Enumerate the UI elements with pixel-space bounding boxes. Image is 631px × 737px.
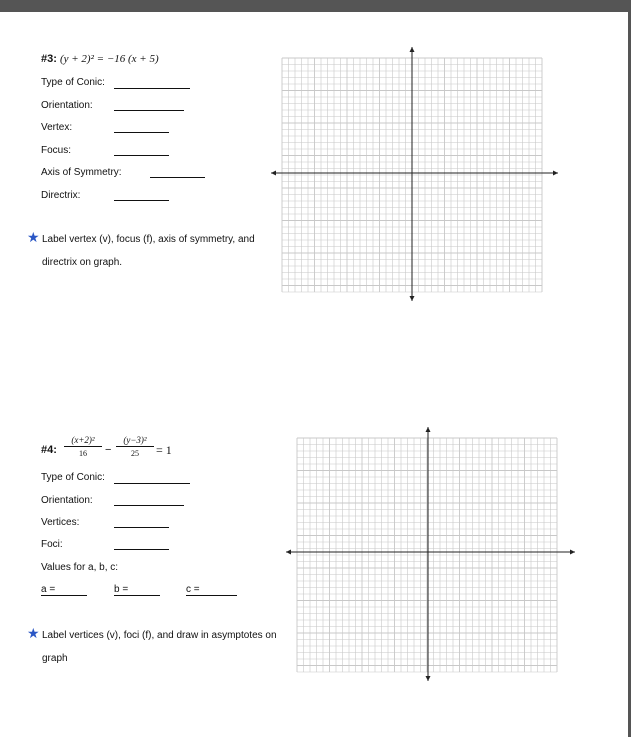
y-axis-bottom-arrow: [410, 296, 415, 301]
fraction-1-numerator: (x+2)²: [71, 435, 95, 445]
fraction-2-numerator: (y−3)²: [123, 435, 147, 445]
y-axis-top-arrow: [426, 427, 431, 432]
problem-4-fraction-1: [64, 435, 102, 458]
orientation-blank-4[interactable]: [114, 505, 184, 506]
problem-4-number: #4:: [41, 444, 57, 456]
orientation-label-4: Orientation:: [41, 495, 93, 506]
problem-4-fraction-2: [116, 435, 154, 458]
axis-of-symmetry-blank[interactable]: [150, 177, 205, 178]
x-axis-right-arrow: [553, 171, 558, 176]
a-label: a =: [41, 584, 56, 595]
star-icon: ★: [27, 229, 40, 245]
type-of-conic-label-4: Type of Conic:: [41, 472, 105, 483]
equals-one: = 1: [156, 443, 172, 457]
focus-label: Focus:: [41, 145, 72, 156]
directrix-blank[interactable]: [114, 200, 169, 201]
type-of-conic-blank-4[interactable]: [114, 483, 190, 484]
minus-sign: −: [105, 444, 112, 456]
values-label: Values for a, b, c:: [41, 562, 119, 573]
a-blank[interactable]: [41, 595, 87, 596]
orientation-blank[interactable]: [114, 110, 184, 111]
c-label: c =: [186, 584, 200, 595]
vertices-label: Vertices:: [41, 517, 80, 528]
problem-3-coordinate-grid[interactable]: [270, 46, 560, 302]
foci-blank[interactable]: [114, 549, 169, 550]
fraction-1-denominator: 16: [64, 446, 102, 458]
problem-3-number: #3:: [41, 53, 57, 65]
x-axis-left-arrow: [286, 550, 291, 555]
vertex-label: Vertex:: [41, 122, 73, 133]
c-blank[interactable]: [186, 595, 237, 596]
fraction-2-denominator: 25: [116, 446, 154, 458]
problem-3-instruction-line2: directrix on graph.: [42, 257, 123, 268]
axis-of-symmetry-label: Axis of Symmetry:: [41, 167, 122, 178]
star-icon: ★: [27, 625, 40, 641]
vertices-blank[interactable]: [114, 527, 169, 528]
foci-label: Foci:: [41, 539, 63, 550]
y-axis-top-arrow: [410, 47, 415, 52]
problem-3-header: [41, 53, 159, 65]
vertex-blank[interactable]: [114, 132, 169, 133]
b-label: b =: [114, 584, 129, 595]
type-of-conic-label: Type of Conic:: [41, 77, 105, 88]
problem-3-instruction-line1: Label vertex (v), focus (f), axis of symmetry, and: [42, 234, 255, 245]
worksheet-page: [0, 12, 628, 737]
focus-blank[interactable]: [114, 155, 169, 156]
problem-4-instruction-line1: Label vertices (v), foci (f), and draw in asymptotes on: [42, 630, 277, 641]
problem-4-coordinate-grid[interactable]: [285, 426, 577, 682]
b-blank[interactable]: [114, 595, 160, 596]
x-axis-left-arrow: [271, 171, 276, 176]
problem-3-equation: (y + 2)² = −16 (x + 5): [59, 53, 159, 65]
type-of-conic-blank[interactable]: [114, 88, 190, 89]
problem-4-instruction-line2: graph: [42, 653, 68, 664]
y-axis-bottom-arrow: [426, 676, 431, 681]
orientation-label: Orientation:: [41, 100, 93, 111]
x-axis-right-arrow: [570, 550, 575, 555]
directrix-label: Directrix:: [41, 190, 81, 201]
